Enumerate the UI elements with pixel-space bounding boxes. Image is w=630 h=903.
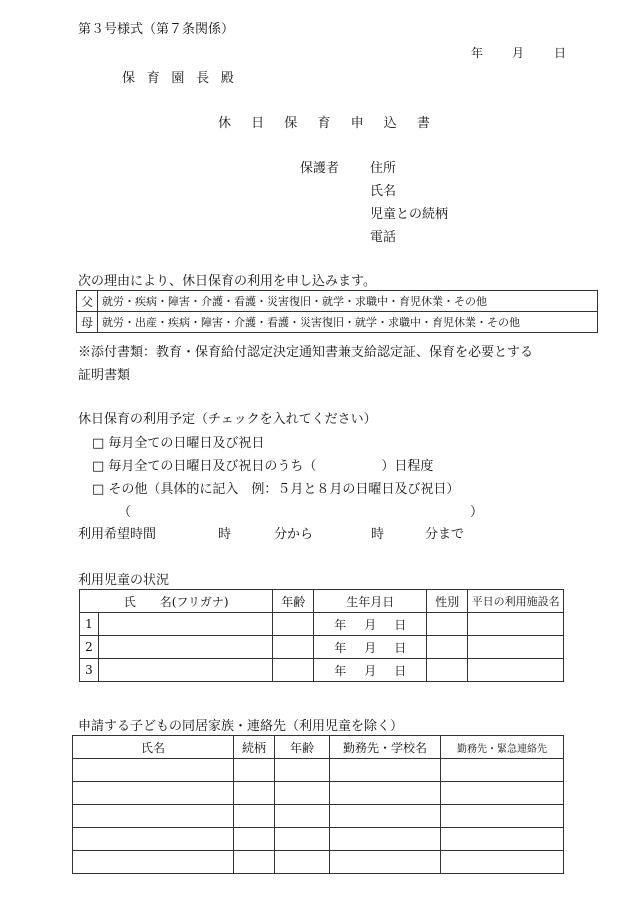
birth-month: 月 [364, 640, 377, 655]
birth-day: 日 [394, 663, 407, 678]
family-name-cell[interactable] [73, 851, 234, 874]
birth-month: 月 [364, 663, 377, 678]
time-end-minute: 分まで [425, 527, 465, 542]
family-contact-cell[interactable] [441, 805, 564, 828]
child-age-cell[interactable] [273, 636, 314, 659]
col-emergency-contact: 勤務先・緊急連絡先 [441, 736, 564, 759]
family-contact-cell[interactable] [441, 851, 564, 874]
family-workplace-cell[interactable] [330, 828, 441, 851]
family-workplace-cell[interactable] [330, 851, 441, 874]
child-sex-cell[interactable] [427, 659, 468, 682]
family-age-cell[interactable] [275, 805, 330, 828]
time-end-hour: 時 [371, 527, 385, 542]
reason-label-mother: 母 [77, 312, 98, 333]
schedule-option-days-count[interactable]: □ 毎月全ての日曜日及び祝日のうち（ ）日程度 [92, 459, 434, 474]
birth-year: 年 [334, 663, 347, 678]
col-age: 年齢 [273, 590, 314, 613]
time-start-minute: 分から [274, 527, 314, 542]
child-name-cell[interactable] [99, 659, 273, 682]
col-child-name: 氏 名(フリガナ) [80, 590, 273, 613]
time-label: 利用希望時間 [78, 527, 157, 542]
family-name-cell[interactable] [73, 759, 234, 782]
family-relation-cell[interactable] [234, 782, 275, 805]
other-paren-close: ） [470, 505, 484, 520]
family-relation-cell[interactable] [234, 805, 275, 828]
family-name-cell[interactable] [73, 805, 234, 828]
family-relation-cell[interactable] [234, 851, 275, 874]
family-contact-cell[interactable] [441, 782, 564, 805]
guardian-name-label: 氏名 [370, 184, 397, 199]
reason-text-mother: 就労・出産・疾病・障害・介護・看護・災害復旧・就学・求職中・育児休業・その他 [98, 312, 598, 333]
child-sex-cell[interactable] [427, 613, 468, 636]
family-age-cell[interactable] [275, 828, 330, 851]
birth-day: 日 [394, 640, 407, 655]
child-row [80, 613, 564, 636]
schedule-heading: 休日保育の利用予定（チェックを入れてください） [78, 412, 377, 427]
birth-month: 月 [364, 617, 377, 632]
col-relation: 続柄 [234, 736, 275, 759]
reason-intro: 次の理由により、休日保育の利用を申し込みます。 [78, 274, 376, 289]
child-row-number: 3 [80, 659, 99, 682]
family-row [73, 805, 564, 828]
reason-row-mother [77, 312, 598, 333]
family-workplace-cell[interactable] [330, 805, 441, 828]
child-age-cell[interactable] [273, 613, 314, 636]
birth-year: 年 [334, 617, 347, 632]
child-name-cell[interactable] [99, 636, 273, 659]
guardian-label: 保護者 [300, 161, 340, 176]
child-facility-cell[interactable] [468, 659, 564, 682]
family-name-cell[interactable] [73, 828, 234, 851]
col-workplace: 勤務先・学校名 [330, 736, 441, 759]
family-age-cell[interactable] [275, 759, 330, 782]
form-number: 第３号様式（第７条関係） [78, 22, 235, 37]
birth-year: 年 [334, 640, 347, 655]
child-name-cell[interactable] [99, 613, 273, 636]
child-birthdate-cell[interactable] [314, 636, 427, 659]
child-row [80, 659, 564, 682]
guardian-relation-label: 児童との続柄 [370, 207, 449, 222]
col-family-name: 氏名 [73, 736, 234, 759]
child-birthdate-cell[interactable] [314, 659, 427, 682]
child-row-number: 1 [80, 613, 99, 636]
schedule-option-other[interactable]: □ その他（具体的に記入 例：５月と８月の日曜日及び祝日） [92, 482, 460, 497]
child-row-number: 2 [80, 636, 99, 659]
guardian-phone-label: 電話 [370, 230, 397, 245]
col-birthdate: 生年月日 [314, 590, 427, 613]
family-contact-cell[interactable] [441, 759, 564, 782]
child-sex-cell[interactable] [427, 636, 468, 659]
child-facility-cell[interactable] [468, 613, 564, 636]
family-table [72, 735, 564, 874]
child-birthdate-cell[interactable] [314, 613, 427, 636]
family-contact-cell[interactable] [441, 828, 564, 851]
family-relation-cell[interactable] [234, 828, 275, 851]
reason-table [76, 290, 598, 333]
family-header-row [73, 736, 564, 759]
birth-day: 日 [394, 617, 407, 632]
col-weekday-facility: 平日の利用施設名 [468, 590, 564, 613]
attachments-line2: 証明書類 [78, 368, 131, 383]
child-facility-cell[interactable] [468, 636, 564, 659]
page-title: 休日保育申込書 [218, 116, 451, 131]
schedule-option-all-sundays[interactable]: □ 毎月全ての日曜日及び祝日 [92, 436, 265, 451]
family-row [73, 759, 564, 782]
attachments-line1: ※添付書類：教育・保育給付認定決定通知書兼支給認定証、保育を必要とする [78, 345, 534, 360]
reason-label-father: 父 [77, 291, 98, 312]
reason-text-father: 就労・疾病・障害・介護・看護・災害復旧・就学・求職中・育児休業・その他 [98, 291, 598, 312]
family-row [73, 851, 564, 874]
family-relation-cell[interactable] [234, 759, 275, 782]
family-workplace-cell[interactable] [330, 759, 441, 782]
date-year-label: 年 [471, 46, 484, 60]
guardian-address-label: 住所 [370, 161, 397, 176]
col-family-age: 年齢 [275, 736, 330, 759]
family-age-cell[interactable] [275, 782, 330, 805]
time-start-hour: 時 [218, 527, 232, 542]
child-row [80, 636, 564, 659]
date-month-label: 月 [512, 46, 525, 60]
family-row [73, 782, 564, 805]
family-row [73, 828, 564, 851]
child-age-cell[interactable] [273, 659, 314, 682]
children-heading: 利用児童の状況 [78, 573, 170, 588]
family-age-cell[interactable] [275, 851, 330, 874]
children-table [79, 589, 564, 682]
family-workplace-cell[interactable] [330, 782, 441, 805]
family-name-cell[interactable] [73, 782, 234, 805]
reason-row-father [77, 291, 598, 312]
addressee: 保育園長殿 [122, 71, 246, 86]
family-heading: 申請する子どもの同居家族・連絡先（利用児童を除く） [78, 719, 404, 734]
date-day-label: 日 [554, 46, 567, 60]
col-sex: 性別 [427, 590, 468, 613]
children-header-row [80, 590, 564, 613]
other-paren-open: （ [118, 505, 132, 520]
